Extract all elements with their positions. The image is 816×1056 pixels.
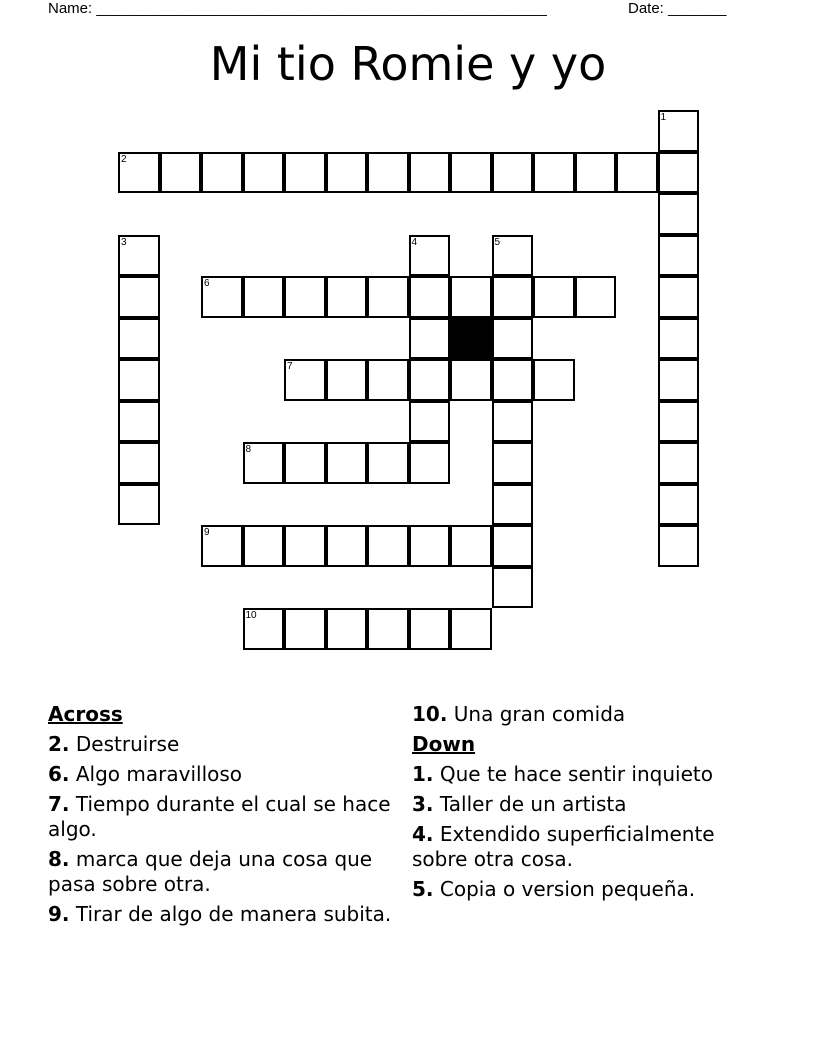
grid-cell[interactable]: [450, 152, 492, 194]
grid-cell[interactable]: [243, 608, 285, 650]
grid-cell[interactable]: [201, 152, 243, 194]
grid-cell[interactable]: [118, 318, 160, 360]
clue-number: 7.: [48, 792, 70, 816]
clue-number: 9.: [48, 902, 70, 926]
grid-cell[interactable]: [243, 276, 285, 318]
black-square: [450, 318, 492, 360]
clue-number: 3.: [412, 792, 434, 816]
clue-number-label: 5: [494, 236, 501, 248]
grid-cell[interactable]: [367, 608, 409, 650]
grid-cell[interactable]: [492, 276, 534, 318]
clue-down-5: [412, 877, 757, 902]
grid-cell[interactable]: [367, 442, 409, 484]
grid-cell[interactable]: [658, 110, 700, 152]
grid-cell[interactable]: [492, 152, 534, 194]
grid-cell[interactable]: [367, 525, 409, 567]
clue-down-1: [412, 762, 757, 787]
grid-cell[interactable]: [658, 152, 700, 194]
grid-cell[interactable]: [409, 359, 451, 401]
across-heading: Across: [48, 702, 123, 726]
clue-number-label: 10: [245, 610, 257, 621]
grid-cell[interactable]: [658, 484, 700, 526]
grid-cell[interactable]: [160, 152, 202, 194]
grid-cell[interactable]: [118, 442, 160, 484]
grid-cell[interactable]: [616, 152, 658, 194]
clue-text: Extendido superficialmente sobre otra cosa.: [412, 822, 715, 871]
grid-cell[interactable]: [284, 276, 326, 318]
grid-cell[interactable]: [658, 359, 700, 401]
grid-cell[interactable]: [326, 442, 368, 484]
clue-number-label: 7: [287, 361, 293, 372]
grid-cell[interactable]: [118, 276, 160, 318]
grid-cell[interactable]: [243, 525, 285, 567]
grid-cell[interactable]: [409, 525, 451, 567]
clue-across-6: [48, 762, 393, 787]
clue-number-label: 6: [204, 278, 210, 289]
date-field-line: Date: _______: [628, 0, 727, 17]
grid-cell[interactable]: [492, 567, 534, 609]
grid-cell[interactable]: [409, 442, 451, 484]
grid-cell[interactable]: [658, 401, 700, 443]
grid-cell[interactable]: [284, 359, 326, 401]
clue-number-label: 8: [245, 444, 252, 455]
grid-cell[interactable]: [658, 276, 700, 318]
clue-number: 2.: [48, 732, 70, 756]
clue-text: marca que deja una cosa que pasa sobre otra.: [48, 847, 373, 896]
grid-cell[interactable]: [492, 442, 534, 484]
grid-cell[interactable]: [492, 484, 534, 526]
grid-cell[interactable]: [492, 359, 534, 401]
clue-text: Destruirse: [75, 732, 180, 756]
clue-text: Tirar de algo de manera subita.: [75, 902, 392, 926]
clue-number-label: 1: [660, 112, 667, 123]
clues-right-column: [412, 702, 757, 907]
grid-cell[interactable]: [492, 525, 534, 567]
grid-cell[interactable]: [409, 608, 451, 650]
grid-cell[interactable]: [409, 318, 451, 360]
clue-number: 5.: [412, 877, 434, 901]
grid-cell[interactable]: [326, 359, 368, 401]
grid-cell[interactable]: [492, 235, 534, 277]
clue-text: Tiempo durante el cual se hace algo.: [48, 792, 391, 841]
grid-cell[interactable]: [118, 359, 160, 401]
clue-number-label: 9: [204, 527, 210, 538]
grid-cell[interactable]: [575, 152, 617, 194]
clue-number-label: 4: [411, 236, 418, 248]
grid-cell[interactable]: [409, 276, 451, 318]
grid-cell[interactable]: [326, 608, 368, 650]
grid-cell[interactable]: [658, 235, 700, 277]
grid-cell[interactable]: [243, 152, 285, 194]
clue-across-10: [412, 702, 757, 727]
clue-across-7: [48, 792, 393, 842]
grid-cell[interactable]: [367, 276, 409, 318]
grid-cell[interactable]: [409, 235, 451, 277]
down-heading: Down: [412, 732, 476, 756]
grid-cell[interactable]: [492, 401, 534, 443]
grid-cell[interactable]: [326, 152, 368, 194]
grid-cell[interactable]: [118, 152, 160, 194]
grid-cell[interactable]: [201, 276, 243, 318]
clue-number: 4.: [412, 822, 434, 846]
clue-text: Que te hace sentir inquieto: [439, 762, 713, 786]
clues-left-column: [48, 702, 393, 932]
grid-cell[interactable]: [326, 525, 368, 567]
clue-number: 6.: [48, 762, 70, 786]
grid-cell[interactable]: [284, 152, 326, 194]
clue-text: Taller de un artista: [439, 792, 627, 816]
name-field-line: Name: ______________________________________________________: [48, 0, 547, 17]
grid-cell[interactable]: [658, 525, 700, 567]
grid-cell[interactable]: [450, 525, 492, 567]
clue-across-9: [48, 902, 393, 927]
grid-cell[interactable]: [575, 276, 617, 318]
clue-number: 8.: [48, 847, 70, 871]
grid-cell[interactable]: [201, 525, 243, 567]
clue-across-2: [48, 732, 393, 757]
clue-number-label: 2: [121, 153, 127, 165]
clue-number: 1.: [412, 762, 434, 786]
grid-cell[interactable]: [450, 359, 492, 401]
grid-cell[interactable]: [658, 442, 700, 484]
grid-cell[interactable]: [118, 484, 160, 526]
grid-cell[interactable]: [118, 235, 160, 277]
clue-text: Copia o version pequeña.: [439, 877, 696, 901]
grid-cell[interactable]: [658, 318, 700, 360]
clue-text: Algo maravilloso: [75, 762, 243, 786]
clue-down-3: [412, 792, 757, 817]
clue-across-8: [48, 847, 393, 897]
clue-number-label: 3: [121, 236, 127, 248]
grid-cell[interactable]: [284, 442, 326, 484]
grid-cell[interactable]: [326, 276, 368, 318]
grid-cell[interactable]: [367, 359, 409, 401]
grid-cell[interactable]: [284, 608, 326, 650]
grid-cell[interactable]: [118, 401, 160, 443]
clue-down-4: [412, 822, 757, 872]
grid-cell[interactable]: [533, 276, 575, 318]
grid-cell[interactable]: [492, 318, 534, 360]
clue-text: Una gran comida: [453, 702, 626, 726]
grid-cell[interactable]: [367, 152, 409, 194]
grid-cell[interactable]: [658, 193, 700, 235]
grid-cell[interactable]: [450, 608, 492, 650]
grid-cell[interactable]: [409, 152, 451, 194]
grid-cell[interactable]: [243, 442, 285, 484]
grid-cell[interactable]: [284, 525, 326, 567]
grid-cell[interactable]: [450, 276, 492, 318]
grid-cell[interactable]: [409, 401, 451, 443]
grid-cell[interactable]: [533, 152, 575, 194]
clue-number: 10.: [412, 702, 448, 726]
puzzle-title: Mi tio Romie y yo: [209, 37, 607, 91]
grid-cell[interactable]: [533, 359, 575, 401]
